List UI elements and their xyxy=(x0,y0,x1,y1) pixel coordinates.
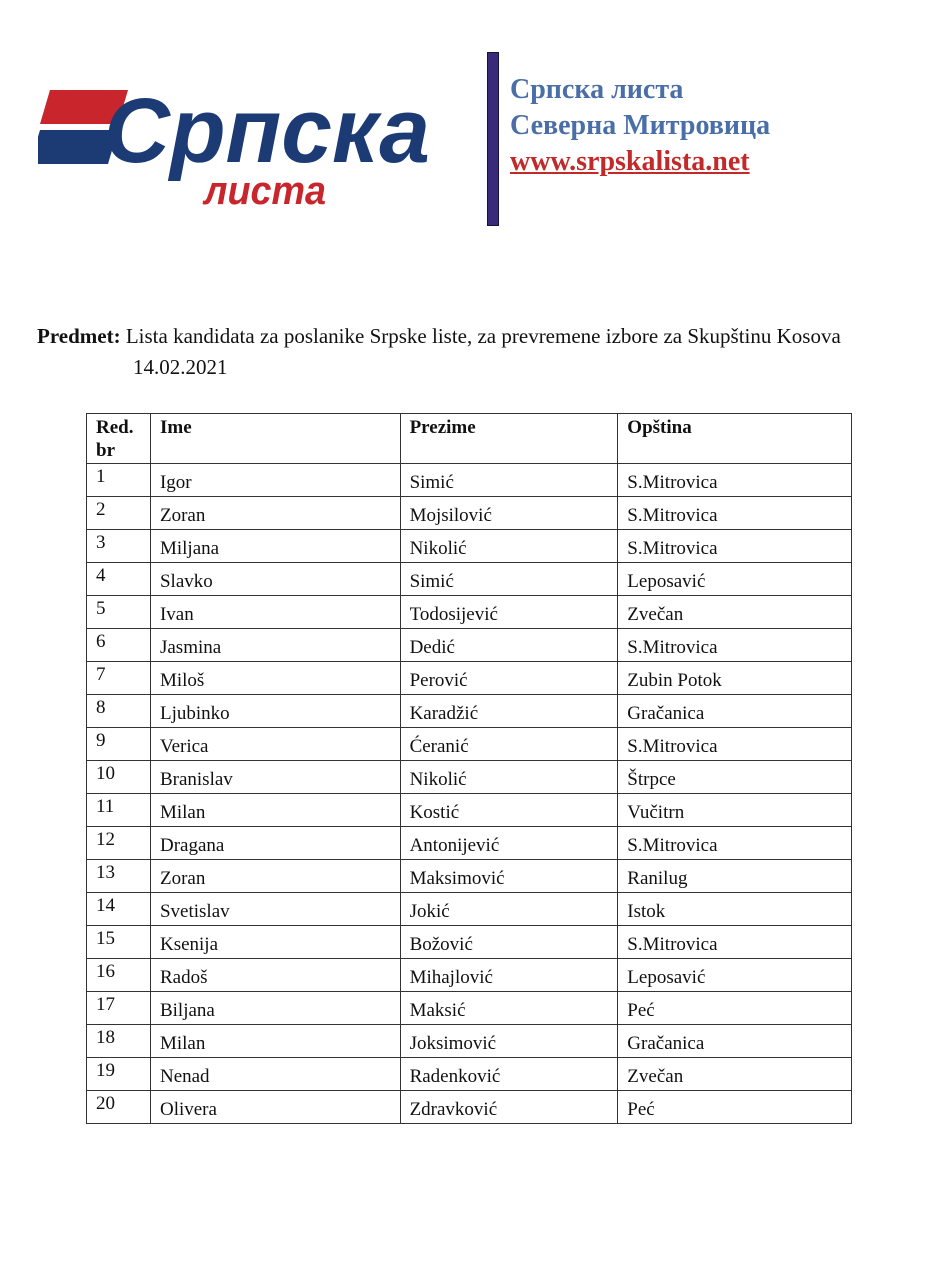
table-row xyxy=(87,596,852,629)
municipality-cell: Peć xyxy=(618,1091,852,1124)
last-name-cell: Mojsilović xyxy=(400,497,618,530)
municipality-cell: Vučitrn xyxy=(618,794,852,827)
header-opstina: Opština xyxy=(618,414,852,464)
table-row xyxy=(87,794,852,827)
last-name-cell: Maksić xyxy=(400,992,618,1025)
first-name-cell: Ksenija xyxy=(150,926,400,959)
table-row xyxy=(87,893,852,926)
row-number-cell: 11 xyxy=(87,794,151,827)
subject-label: Predmet: xyxy=(37,324,121,348)
table-row xyxy=(87,1025,852,1058)
municipality-cell: Zvečan xyxy=(618,1058,852,1091)
table-row xyxy=(87,761,852,794)
table-row xyxy=(87,530,852,563)
subject-date: 14.02.2021 xyxy=(133,355,228,379)
municipality-cell: Gračanica xyxy=(618,1025,852,1058)
first-name-cell: Olivera xyxy=(150,1091,400,1124)
table-row xyxy=(87,563,852,596)
table-row xyxy=(87,497,852,530)
row-number-cell: 6 xyxy=(87,629,151,662)
table-row xyxy=(87,959,852,992)
last-name-cell: Simić xyxy=(400,464,618,497)
row-number-cell: 5 xyxy=(87,596,151,629)
row-number-cell: 2 xyxy=(87,497,151,530)
last-name-cell: Antonijević xyxy=(400,827,618,860)
header-website-link[interactable]: www.srpskalista.net xyxy=(510,146,750,177)
first-name-cell: Ljubinko xyxy=(150,695,400,728)
last-name-cell: Dedić xyxy=(400,629,618,662)
row-number-cell: 14 xyxy=(87,893,151,926)
row-number-cell: 13 xyxy=(87,860,151,893)
municipality-cell: S.Mitrovica xyxy=(618,926,852,959)
last-name-cell: Nikolić xyxy=(400,761,618,794)
first-name-cell: Biljana xyxy=(150,992,400,1025)
row-number-cell: 19 xyxy=(87,1058,151,1091)
municipality-cell: S.Mitrovica xyxy=(618,497,852,530)
row-number-cell: 9 xyxy=(87,728,151,761)
municipality-cell: Istok xyxy=(618,893,852,926)
row-number-cell: 17 xyxy=(87,992,151,1025)
first-name-cell: Svetislav xyxy=(150,893,400,926)
table-row xyxy=(87,1058,852,1091)
subject-paragraph xyxy=(37,321,917,383)
municipality-cell: Ranilug xyxy=(618,860,852,893)
row-number-cell: 16 xyxy=(87,959,151,992)
table-row xyxy=(87,728,852,761)
table-row xyxy=(87,695,852,728)
first-name-cell: Verica xyxy=(150,728,400,761)
last-name-cell: Mihajlović xyxy=(400,959,618,992)
first-name-cell: Slavko xyxy=(150,563,400,596)
first-name-cell: Miljana xyxy=(150,530,400,563)
municipality-cell: S.Mitrovica xyxy=(618,530,852,563)
header-ime: Ime xyxy=(150,414,400,464)
last-name-cell: Radenković xyxy=(400,1058,618,1091)
table-header-row xyxy=(87,414,852,464)
first-name-cell: Igor xyxy=(150,464,400,497)
first-name-cell: Branislav xyxy=(150,761,400,794)
subject-text: Lista kandidata za poslanike Srpske liste, za prevremene izbore za Skupštinu Kosova xyxy=(125,324,841,348)
last-name-cell: Zdravković xyxy=(400,1091,618,1124)
municipality-cell: Zubin Potok xyxy=(618,662,852,695)
table-row xyxy=(87,662,852,695)
srpska-lista-logo xyxy=(38,86,438,216)
header-red-br: Red. br xyxy=(87,414,151,464)
row-number-cell: 8 xyxy=(87,695,151,728)
municipality-cell: Zvečan xyxy=(618,596,852,629)
first-name-cell: Radoš xyxy=(150,959,400,992)
table-row xyxy=(87,1091,852,1124)
candidates-table xyxy=(86,413,852,1124)
first-name-cell: Zoran xyxy=(150,860,400,893)
first-name-cell: Milan xyxy=(150,794,400,827)
row-number-cell: 18 xyxy=(87,1025,151,1058)
municipality-cell: Gračanica xyxy=(618,695,852,728)
row-number-cell: 20 xyxy=(87,1091,151,1124)
first-name-cell: Nenad xyxy=(150,1058,400,1091)
table-row xyxy=(87,629,852,662)
row-number-cell: 10 xyxy=(87,761,151,794)
header-divider xyxy=(487,52,499,226)
header-block xyxy=(510,72,770,180)
municipality-cell: Štrpce xyxy=(618,761,852,794)
last-name-cell: Kostić xyxy=(400,794,618,827)
first-name-cell: Dragana xyxy=(150,827,400,860)
row-number-cell: 1 xyxy=(87,464,151,497)
header-prezime: Prezime xyxy=(400,414,618,464)
last-name-cell: Simić xyxy=(400,563,618,596)
table-row xyxy=(87,860,852,893)
table-row xyxy=(87,926,852,959)
last-name-cell: Maksimović xyxy=(400,860,618,893)
table-body xyxy=(87,464,852,1124)
municipality-cell: S.Mitrovica xyxy=(618,464,852,497)
header-org-name: Српска листа xyxy=(510,74,684,105)
logo-word-srpska: Српска xyxy=(104,86,430,182)
last-name-cell: Todosijević xyxy=(400,596,618,629)
municipality-cell: S.Mitrovica xyxy=(618,728,852,761)
municipality-cell: Leposavić xyxy=(618,959,852,992)
row-number-cell: 4 xyxy=(87,563,151,596)
row-number-cell: 15 xyxy=(87,926,151,959)
last-name-cell: Jokić xyxy=(400,893,618,926)
table-row xyxy=(87,992,852,1025)
logo-word-lista: листа xyxy=(202,169,326,213)
municipality-cell: Leposavić xyxy=(618,563,852,596)
municipality-cell: Peć xyxy=(618,992,852,1025)
first-name-cell: Jasmina xyxy=(150,629,400,662)
table-row xyxy=(87,827,852,860)
first-name-cell: Ivan xyxy=(150,596,400,629)
last-name-cell: Karadžić xyxy=(400,695,618,728)
row-number-cell: 3 xyxy=(87,530,151,563)
last-name-cell: Nikolić xyxy=(400,530,618,563)
first-name-cell: Zoran xyxy=(150,497,400,530)
first-name-cell: Miloš xyxy=(150,662,400,695)
first-name-cell: Milan xyxy=(150,1025,400,1058)
last-name-cell: Božović xyxy=(400,926,618,959)
municipality-cell: S.Mitrovica xyxy=(618,629,852,662)
last-name-cell: Joksimović xyxy=(400,1025,618,1058)
row-number-cell: 12 xyxy=(87,827,151,860)
last-name-cell: Perović xyxy=(400,662,618,695)
table-row xyxy=(87,464,852,497)
row-number-cell: 7 xyxy=(87,662,151,695)
last-name-cell: Ćeranić xyxy=(400,728,618,761)
municipality-cell: S.Mitrovica xyxy=(618,827,852,860)
header-city: Северна Митровица xyxy=(510,110,771,141)
